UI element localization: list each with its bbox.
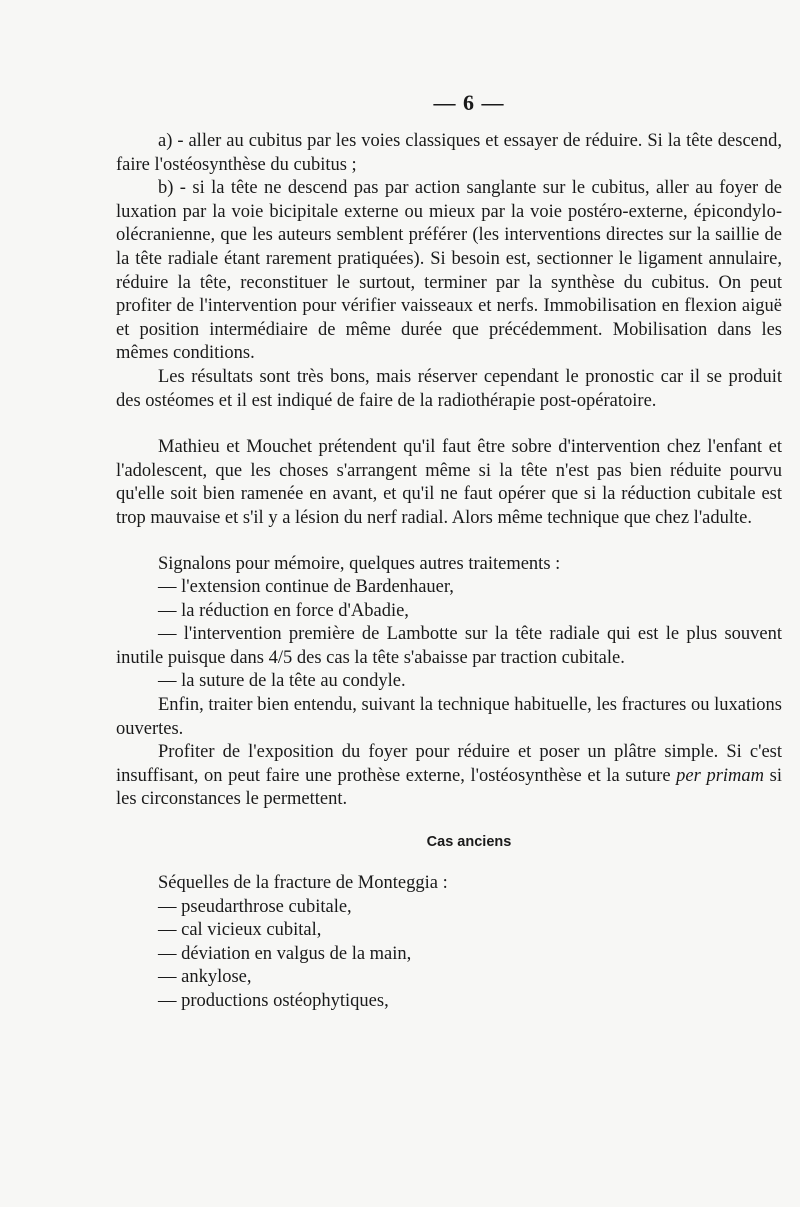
paragraph-results: Les résultats sont très bons, mais réserver cependant le pronostic car il se produit des ostéomes et il est indiqué de faire de la radiothérapie post-opératoire. xyxy=(116,366,782,411)
paragraph-lambotte: — l'intervention première de Lambotte sur la tête radiale qui est le plus souvent inutile puisque dans 4/5 des cas la tête s'abaisse par traction cubitale. xyxy=(116,624,782,668)
list-item: — déviation en valgus de la main, xyxy=(158,943,412,964)
profiter-italic: per primam xyxy=(676,765,765,786)
list-item: — ankylose, xyxy=(158,967,252,988)
list-item: — la réduction en force d'Abadie, xyxy=(158,600,409,621)
list-item: — la suture de la tête au condyle. xyxy=(158,671,406,692)
paragraph-mathieu-mouchet: Mathieu et Mouchet prétendent qu'il faut être sobre d'intervention chez l'enfant et l'adolescent, que les choses s'arrangent même si la tête n'est pas bien réduite pourvu qu'elle soit bien ramenée en avant, et qu'il ne faut opérer que si la réduction cubitale est trop mauvaise et s'il y a lésion du nerf radial. Alors même technique que chez l'adulte. xyxy=(116,437,782,528)
page-number: — 6 — xyxy=(433,90,505,115)
paragraph-b: b) - si la tête ne descend pas par action sanglante sur le cubitus, aller au foyer de luxation par la voie bicipitale externe ou mieux par la voie postéro-externe, épicondylo-olécranienne, que les auteurs semblent préférer (les interventions directes sur la saillie de la tête radiale étant rarement pratiquées). Si besoin est, sectionner le ligament annulaire, réduire la tête, reconstituer le surtout, terminer par la synthèse du cubitus. On peut profiter de l'intervention pour vérifier vaisseaux et nerfs. Immobilisation en flexion aiguë et position intermédiaire de même durée que précédemment. Mobilisation dans les mêmes conditions. xyxy=(116,178,782,364)
paragraph-enfin: Enfin, traiter bien entendu, suivant la technique habituelle, les fractures ou luxations ouvertes. xyxy=(116,695,782,739)
paragraph-profiter xyxy=(116,741,782,812)
paragraph-a: a) - aller au cubitus par les voies classiques et essayer de réduire. Si la tête descend, faire l'ostéosynthèse du cubitus ; xyxy=(116,131,782,175)
list-item: — pseudarthrose cubitale, xyxy=(158,896,352,917)
paragraph-signalons: Signalons pour mémoire, quelques autres traitements : xyxy=(158,553,561,574)
paragraph-sequelles: Séquelles de la fracture de Monteggia : xyxy=(158,873,448,894)
profiter-text-end: si les circonstances le permettent. xyxy=(116,765,783,810)
list-item: — l'extension continue de Bardenhauer, xyxy=(158,577,454,598)
list-item: — cal vicieux cubital, xyxy=(158,920,322,941)
section-heading: Cas anciens xyxy=(426,834,512,851)
profiter-text: Profiter de l'exposition du foyer pour réduire et poser un plâtre simple. Si c'est insuffisant, on peut faire une prothèse externe, l'ostéosynthèse et la suture xyxy=(116,742,782,786)
list-item: — productions ostéophytiques, xyxy=(158,991,389,1011)
document-page xyxy=(116,90,782,1014)
